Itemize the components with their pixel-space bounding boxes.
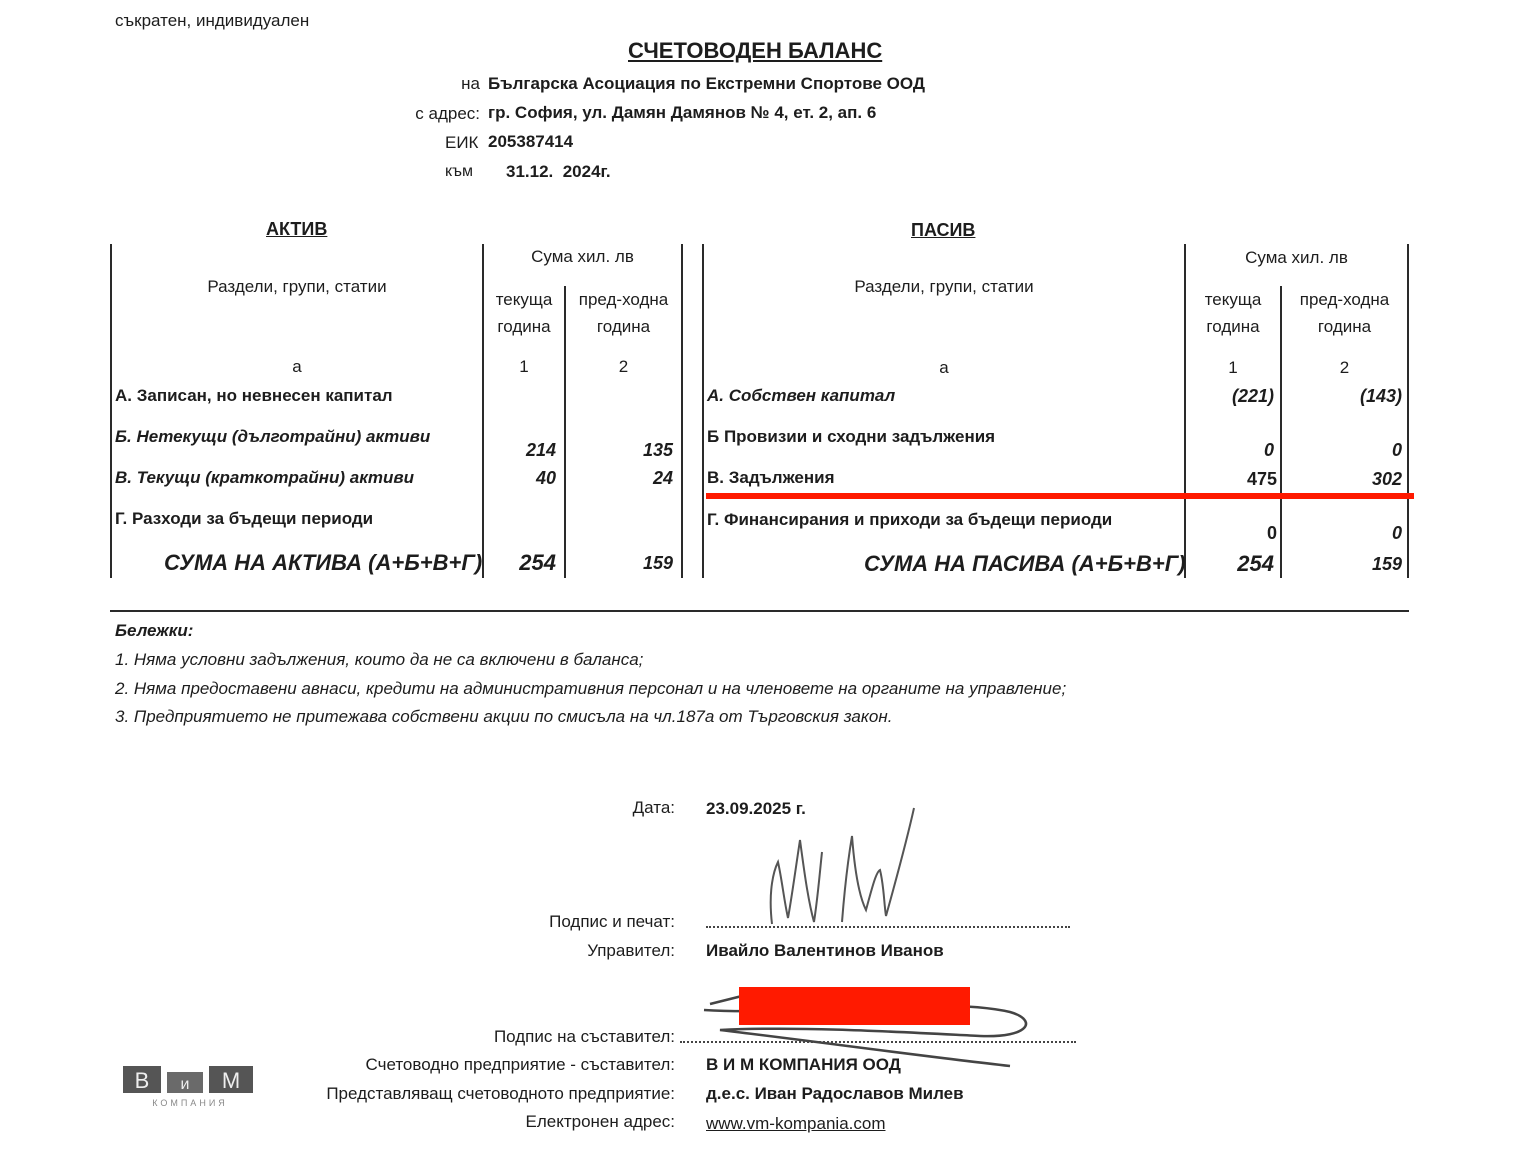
note-item: 2. Няма предоставени авнаси, кредити на административния персонал и на членовете на органите на управление;: [115, 679, 1067, 698]
liabilities-row-label: Б Провизии и сходни задължения: [707, 427, 996, 446]
assets-total-previous: 159: [642, 553, 673, 573]
note-item: 1. Няма условни задължения, които да не са включени в баланса;: [115, 650, 644, 669]
notes-separator: [110, 610, 1409, 612]
red-underline-mark: [706, 493, 1414, 499]
liabilities-title: ПАСИВ: [911, 220, 976, 240]
manager-label: Управител:: [587, 941, 675, 960]
liabilities-col-current: текуща: [1204, 290, 1262, 309]
liabilities-index-a: а: [939, 358, 949, 377]
table-border: [681, 244, 683, 578]
liabilities-col-previous: пред-ходна: [1299, 290, 1390, 309]
liabilities-row-previous: 0: [1391, 440, 1402, 460]
liabilities-row-label: Г. Финансирания и приходи за бъдещи периоди: [707, 510, 1113, 529]
signing-date-label: Дата:: [632, 798, 675, 817]
svg-text:В: В: [134, 1068, 150, 1093]
liabilities-row-current: 475: [1246, 469, 1277, 489]
eik-value: 205387414: [488, 132, 574, 151]
address-label: с адрес:: [415, 104, 480, 123]
representative-label: Представляващ счетоводното предприятие:: [326, 1084, 675, 1103]
assets-index-a: а: [292, 357, 302, 376]
assets-title: АКТИВ: [266, 219, 328, 239]
company-label: на: [461, 74, 480, 93]
assets-col-previous: пред-ходна: [578, 290, 669, 309]
liabilities-col-sum: Сума хил. лв: [1245, 248, 1348, 267]
liabilities-row-label: А. Собствен капитал: [707, 386, 896, 405]
table-border: [1407, 244, 1409, 578]
company-address: гр. София, ул. Дамян Дамянов № 4, ет. 2, ап. 6: [488, 103, 877, 122]
assets-total-label: СУМА НА АКТИВА (А+Б+В+Г): [164, 550, 483, 575]
redaction-box: [739, 987, 970, 1025]
email-label: Електронен адрес:: [525, 1112, 675, 1131]
liabilities-col-current: година: [1206, 317, 1260, 336]
vim-company-logo: [123, 1064, 257, 1108]
assets-row-current: 214: [525, 440, 556, 460]
note-item: 3. Предприятието не притежава собствени акции по смисъла на чл.187а от Търговския закон.: [115, 707, 893, 726]
assets-col-previous: година: [596, 317, 651, 336]
assets-row-current: 40: [535, 468, 556, 488]
liabilities-row-previous: (143): [1359, 386, 1402, 406]
assets-row-label: В. Текущи (краткотрайни) активи: [115, 468, 415, 487]
liabilities-total-label: СУМА НА ПАСИВА (А+Б+В+Г): [864, 551, 1186, 576]
eik-label: ЕИК: [445, 133, 479, 152]
assets-index-1: 1: [519, 357, 529, 376]
sign-line: [706, 926, 1070, 928]
balance-date: 31.12. 2024г.: [506, 162, 611, 181]
liabilities-total-current: 254: [1237, 551, 1274, 576]
company-name: Българска Асоциация по Екстремни Спортове ООД: [488, 74, 925, 93]
form-type-label: съкратен, индивидуален: [115, 11, 310, 30]
signing-date: 23.09.2025 г.: [706, 799, 806, 818]
assets-row-label: Б. Нетекущи (дълготрайни) активи: [115, 427, 431, 446]
preparer-sign-label: Подпис на съставител:: [493, 1027, 675, 1046]
svg-text:и: и: [180, 1076, 190, 1093]
liabilities-total-previous: 159: [1371, 554, 1402, 574]
accounting-firm-label: Счетоводно предприятие - съставител:: [365, 1055, 675, 1074]
liabilities-row-current: 0: [1266, 523, 1277, 543]
document-title: СЧЕТОВОДЕН БАЛАНС: [628, 38, 883, 63]
liabilities-index-2: 2: [1339, 358, 1350, 377]
assets-row-label: Г. Разходи за бъдещи периоди: [115, 509, 374, 528]
liabilities-index-1: 1: [1228, 358, 1238, 377]
balance-date-label: към: [445, 163, 473, 180]
preparer-sign-line: [680, 1041, 1076, 1043]
assets-row-previous: 24: [652, 468, 673, 488]
liabilities-col-sections: Раздели, групи, статии: [854, 277, 1034, 296]
liabilities-row-current: 0: [1263, 440, 1274, 460]
svg-text:КОМПАНИЯ: КОМПАНИЯ: [152, 1098, 228, 1108]
assets-col-current: текуща: [495, 290, 553, 309]
notes-title: Бележки:: [115, 621, 194, 640]
assets-col-sum: Сума хил. лв: [531, 247, 634, 266]
liabilities-row-previous: 0: [1391, 523, 1402, 543]
assets-col-sections: Раздели, групи, статии: [207, 277, 387, 296]
manager-signature-image: [760, 800, 930, 935]
liabilities-row-label: В. Задължения: [707, 468, 835, 487]
liabilities-row-current: (221): [1231, 386, 1274, 406]
assets-row-previous: 135: [642, 440, 673, 460]
manager-name: Ивайло Валентинов Иванов: [706, 941, 944, 960]
assets-total-current: 254: [519, 550, 556, 575]
accounting-firm-name: В И М КОМПАНИЯ ООД: [706, 1055, 901, 1074]
liabilities-col-previous: година: [1317, 317, 1372, 336]
website-link[interactable]: www.vm-kompania.com: [706, 1114, 886, 1133]
svg-text:М: М: [221, 1068, 241, 1093]
assets-col-current: година: [497, 317, 551, 336]
liabilities-row-previous: 302: [1371, 469, 1402, 489]
assets-row-label: А. Записан, но невнесен капитал: [115, 386, 393, 405]
sign-stamp-label: Подпис и печат:: [549, 912, 675, 931]
representative-name: д.е.с. Иван Радославов Милев: [706, 1084, 964, 1103]
assets-index-2: 2: [618, 357, 629, 376]
